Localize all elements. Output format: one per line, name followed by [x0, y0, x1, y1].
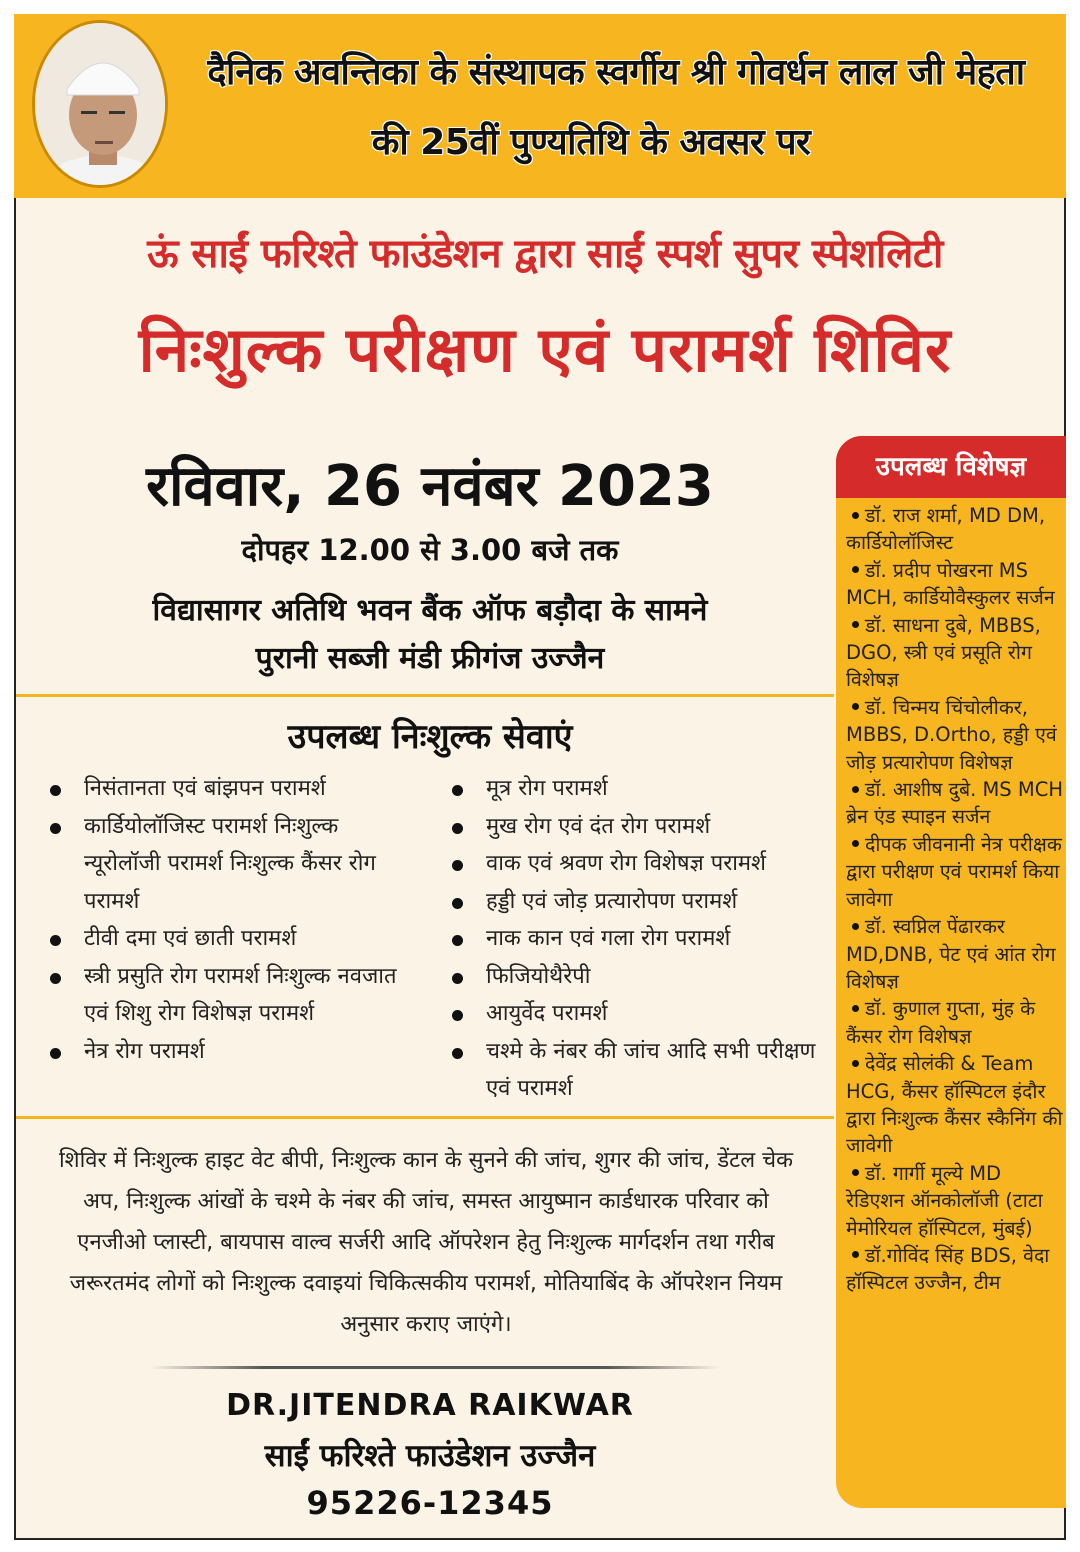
- portrait-photo-icon: [35, 23, 168, 188]
- event-venue-line-2: पुरानी सब्जी मंडी फ्रीगंज उज्जैन: [255, 641, 605, 676]
- specialists-list: [846, 502, 1064, 1297]
- list-item: देवेंद्र सोलंकी & Team HCG, कैंसर हॉस्पिटल इंदौर द्वारा निःशुल्क कैंसर स्कैनिंग की जावेगी: [846, 1052, 1063, 1158]
- bullet-icon: [852, 512, 859, 519]
- bullet-icon: [452, 785, 463, 796]
- section-divider: [16, 694, 834, 697]
- bullet-icon: [852, 1005, 859, 1012]
- bullet-icon: [452, 823, 463, 834]
- bullet-icon: [452, 935, 463, 946]
- bullet-icon: [852, 1251, 859, 1258]
- services-list-right: [448, 770, 820, 1108]
- bullet-icon: [50, 823, 61, 834]
- list-item: डॉ. साधना दुबे, MBBS, DGO, स्त्री एवं प्रसूति रोग विशेषज्ञ: [846, 613, 1041, 692]
- list-item: निसंतानता एवं बांझपन परामर्श: [46, 770, 416, 808]
- services-title: उपलब्ध निःशुल्क सेवाएं: [287, 717, 573, 757]
- signature-divider: [150, 1366, 720, 1369]
- list-item: डॉ. राज शर्मा, MD DM, कार्डियोलॉजिस्ट: [846, 504, 1046, 555]
- bullet-icon: [852, 621, 859, 628]
- bullet-icon: [50, 973, 61, 984]
- bullet-icon: [852, 566, 859, 573]
- list-item: डॉ. आशीष दुबे. MS MCH ब्रेन एंड स्पाइन सर्जन: [846, 778, 1063, 829]
- bullet-icon: [852, 1060, 859, 1067]
- list-item: मुख रोग एवं दंत रोग परामर्श: [448, 808, 820, 846]
- bullet-icon: [50, 1048, 61, 1059]
- list-item: चश्मे के नंबर की जांच आदि सभी परीक्षण एवं परामर्श: [448, 1033, 820, 1108]
- bullet-icon: [852, 840, 859, 847]
- event-time: दोपहर 12.00 से 3.00 बजे तक: [241, 533, 619, 567]
- bullet-icon: [452, 898, 463, 909]
- list-item: नेत्र रोग परामर्श: [46, 1033, 416, 1071]
- event-venue-line-1: विद्यासागर अतिथि भवन बैंक ऑफ बड़ौदा के सामने: [152, 593, 708, 628]
- list-item: दीपक जीवनानी नेत्र परीक्षक द्वारा परीक्षण एवं परामर्श किया जावेगा: [846, 832, 1062, 911]
- header-line-1: दैनिक अवन्तिका के संस्थापक स्वर्गीय श्री गोवर्धन लाल जी मेहता: [207, 52, 1025, 93]
- list-item: डॉ. प्रदीप पोखरना MS MCH, कार्डियोवैस्कुलर सर्जन: [846, 558, 1055, 610]
- bullet-icon: [50, 935, 61, 946]
- camp-note: शिविर में निःशुल्क हाइट वेट बीपी, निःशुल्क कान के सुनने की जांच, शुगर की जांच, डेंटल चेक अप, निःशुल्क आंखों के चश्मे के नंबर की जांच, समस्त आयुष्मान कार्डधारक परिवार को एनजीओ प्लास्टी, बायपास वाल्व सर्जरी आदि ऑपरेशन हेतु निःशुल्क मार्गदर्शन तथा गरीब जरूरतमंद लोगों को निःशुल्क दवाइयां चिकित्सकीय परामर्श, मोतियाबिंद के ऑपरेशन नियम अनुसार कराए जाएंगे।: [58, 1148, 794, 1337]
- contact-organization: साईं फरिश्ते फाउंडेशन उज्जैन: [264, 1438, 596, 1474]
- list-item: वाक एवं श्रवण रोग विशेषज्ञ परामर्श: [448, 845, 820, 883]
- list-item: नाक कान एवं गला रोग परामर्श: [448, 920, 820, 958]
- list-item: टीवी दमा एवं छाती परामर्श: [46, 920, 416, 958]
- camp-title: निःशुल्क परीक्षण एवं परामर्श शिविर: [138, 313, 952, 386]
- list-item: डॉ. गार्गी मूल्ये MD रेडिएशन ऑनकोलॉजी (टाटा मेमोरियल हॉस्पिटल, मुंबई): [846, 1161, 1043, 1240]
- contact-name: DR.JITENDRA RAIKWAR: [226, 1388, 634, 1423]
- bullet-icon: [452, 860, 463, 871]
- bullet-icon: [452, 973, 463, 984]
- list-item: डॉ. कुणाल गुप्ता, मुंह के कैंसर रोग विशेषज्ञ: [846, 997, 1036, 1048]
- founder-portrait: [32, 20, 168, 188]
- list-item: हड्डी एवं जोड़ प्रत्यारोपण परामर्श: [448, 883, 820, 921]
- list-item: डॉ. स्वप्निल पेंढारकर MD,DNB, पेट एवं आंत रोग विशेषज्ञ: [846, 915, 1056, 993]
- bullet-icon: [50, 785, 61, 796]
- list-item: फिजियोथैरेपी: [448, 958, 820, 996]
- list-item: कार्डियोलॉजिस्ट परामर्श निःशुल्क न्यूरोलॉजी परामर्श निःशुल्क कैंसर रोग परामर्श: [46, 808, 416, 921]
- bullet-icon: [852, 923, 859, 930]
- bullet-icon: [852, 786, 859, 793]
- list-item: स्त्री प्रसुति रोग परामर्श निःशुल्क नवजात एवं शिशु रोग विशेषज्ञ परामर्श: [46, 958, 416, 1033]
- header-band: [14, 14, 1066, 198]
- bullet-icon: [852, 703, 859, 710]
- list-item: डॉ. चिन्मय चिंचोलीकर, MBBS, D.Ortho, हड्डी एवं जोड़ प्रत्यारोपण विशेषज्ञ: [846, 695, 1057, 774]
- organizer-line: ऊं साईं फरिश्ते फाउंडेशन द्वारा साईं स्पर्श सुपर स्पेशलिटी: [147, 231, 943, 277]
- contact-phone: 95226-12345: [306, 1484, 554, 1522]
- list-item: डॉ.गोविंद सिंह BDS, वेदा हॉस्पिटल उज्जैन, टीम: [846, 1243, 1050, 1295]
- bullet-icon: [852, 1169, 859, 1176]
- list-item: आयुर्वेद परामर्श: [448, 995, 820, 1033]
- event-date: रविवार, 26 नवंबर 2023: [146, 454, 714, 519]
- services-list-left: [46, 770, 416, 1070]
- header-line-2: की 25वीं पुण्यतिथि के अवसर पर: [371, 122, 811, 163]
- section-divider: [16, 1116, 834, 1119]
- list-item: मूत्र रोग परामर्श: [448, 770, 820, 808]
- bullet-icon: [452, 1048, 463, 1059]
- specialists-panel: [836, 436, 1066, 1508]
- specialists-title: उपलब्ध विशेषज्ञ: [836, 436, 1066, 498]
- bullet-icon: [452, 1010, 463, 1021]
